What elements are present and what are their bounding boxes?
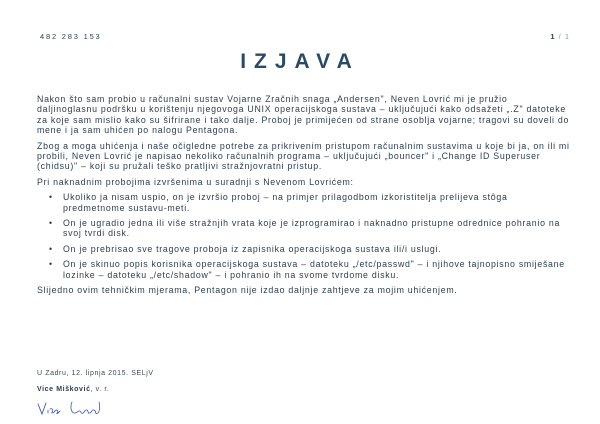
page-total: / 1 (558, 32, 570, 41)
page-indicator (550, 32, 570, 41)
paragraph-arrest: Zbog a moga uhićenja i naše očigledne potrebe za prikrivenim pristupom računalnim sustavima u koje bi ja, on ili mi probili, Neven Lovrić je napisao nekoliko računalnih programa – uključujući „bouncer" i „Change ID Superuser (chidsu)" – koji su pružali teško pratljivi stražnjovratni pristup. (37, 140, 570, 172)
document-title: IZJAVA (240, 50, 360, 73)
signatory (37, 386, 109, 393)
list-item: • On je skinuo popis korisnika operacijskoga sustava – datoteku „/etc/passwd" – i njihove tajnopisno smiješane lozinke – datoteku „/etc/shadow" – i pohranio ih na svome tvrdome disku. (63, 259, 570, 280)
paragraph-closing: Slijedno ovim tehničkim mjerama, Pentagon nije izdao daljnje zahtjeve za mojim uhićenjem. (37, 285, 458, 296)
place-date: U Zadru, 12. lipnja 2015. SELjV (37, 370, 154, 377)
list-item: • Ukoliko ja nisam uspio, on je izvršio proboj – na primjer prilagodbom izkoristitelja prelijeva stôga predmetnome sustavu-meti. (63, 192, 570, 213)
page-current: 1 (550, 32, 556, 41)
list-item: • On je prebrisao sve tragove proboja iz zapisnika operacijskoga sustava ili/i uslugi. (63, 244, 570, 254)
document-number: 482 283 153 (40, 32, 102, 41)
signatory-suffix: , v. r. (90, 386, 110, 393)
handwritten-signature (36, 398, 134, 420)
paragraph-intro: Nakon što sam probio u računalni sustav Vojarne Zračnih snaga „Andersen", Neven Lovrić mi je pružio daljinoglasnu podršku u korištenju njegovoga UNIX operacijskoga sustava – uključujući kako odsažeti „.Z" datoteke za koje sam mislio kako su šifrirane i tako dalje. Proboj je primijećen od strane osoblja vojarne; tragovi su doveli do mene i ja sam uhićen po nalogu Pentagona. (37, 94, 570, 136)
bullet-list (37, 192, 570, 280)
paragraph-list-intro: Pri naknadnim probojima izvršenima u suradnji s Nevenom Lovrićem: (37, 176, 354, 187)
list-item: • On je ugradio jedna ili više stražnjih vrata koje je izprogramirao i naknadno pristupne odrednice pohranio na svoj tvrdi disk. (63, 218, 570, 239)
document-body (37, 94, 570, 301)
signatory-name: Vice Mišković (37, 386, 91, 393)
